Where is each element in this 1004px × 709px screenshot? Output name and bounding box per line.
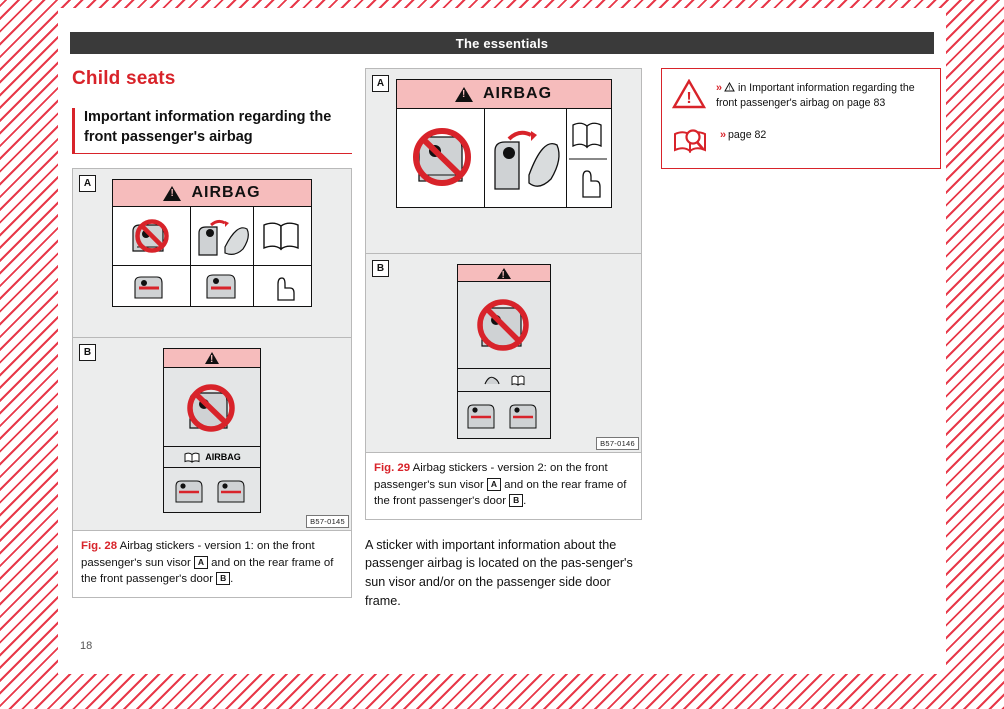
book-magnifier-icon [672, 126, 710, 156]
cell-child-seat-ok-1 [113, 266, 191, 306]
panel-label-b: B [79, 344, 96, 361]
sticker-row-1 [113, 207, 311, 265]
note-warning-text [716, 79, 930, 112]
column-right [661, 68, 941, 169]
panel-label-a: A [79, 175, 96, 192]
sticker-2-row [397, 109, 611, 207]
figure-29-caption-letter-b: B [509, 494, 523, 507]
sticker-b2-main [458, 282, 550, 438]
figure-29-panel-b [366, 253, 641, 452]
sticker-header-b [164, 349, 260, 368]
sticker-b-main [164, 368, 260, 512]
figure-29-caption-part1: Airbag stickers - version 2: on the front passenger's sun visor [374, 462, 608, 491]
figure-28-panel-a [73, 169, 351, 337]
figure-29-caption [366, 452, 641, 519]
sticker-b-book-row [164, 446, 260, 468]
warning-triangle-icon-2 [455, 87, 473, 102]
warning-triangle-icon-b2 [497, 268, 511, 279]
airbag-sticker-v2-door [457, 264, 551, 439]
warning-triangle-icon-b [205, 352, 219, 364]
warning-triangle-icon [163, 186, 181, 201]
note-warning-row [672, 79, 930, 112]
figure-28-label: Fig. 28 [81, 540, 118, 553]
figure-28-caption [73, 530, 351, 597]
svg-text:!: ! [728, 86, 731, 92]
inline-warning-triangle-icon [724, 82, 738, 94]
figure-29-code: B57-0146 [596, 437, 639, 450]
page-header-bar [70, 32, 934, 54]
panel-label-a-2: A [372, 75, 389, 92]
figure-29-caption-part2: and on the rear frame of the front passenger's door [374, 478, 627, 508]
figure-29-caption-letter-a: A [487, 478, 501, 491]
note-reference-text [720, 126, 766, 143]
page-header-title: The essentials [455, 35, 549, 51]
svg-text:!: ! [686, 90, 692, 107]
note-reference-body: page 82 [728, 128, 767, 141]
sticker-header [113, 180, 311, 207]
figure-29-panel-a [366, 69, 641, 253]
cell-no-rear-facing-child-seat [113, 207, 191, 265]
column-middle [365, 68, 642, 611]
cell-hand-pointer [254, 266, 309, 306]
note-reference-row [672, 126, 930, 156]
figure-28-caption-part2: and on the rear frame of the front passenger's door [81, 556, 334, 586]
figure-28-panel-b [73, 337, 351, 530]
figure-28-caption-end: . [230, 573, 234, 586]
figure-28-code: B57-0145 [306, 515, 349, 528]
panel-label-b-2: B [372, 260, 389, 277]
warning-triangle-large-icon [672, 79, 706, 109]
cell-manual-and-hand [567, 109, 609, 207]
figure-29-caption-end: . [523, 495, 527, 508]
cell-no-rear-facing-child-seat-2 [397, 109, 485, 207]
figure-28-caption-letter-a: A [194, 556, 208, 569]
body-paragraph: A sticker with important information about the passenger airbag is located on the pas-senger's sun visor and/or on the passenger side door frame. [365, 537, 633, 609]
note-warning-arrows: ›› [716, 82, 722, 94]
note-warning-body: in Important information regarding the front passenger's airbag on page 83 [716, 82, 915, 110]
figure-28-caption-letter-b: B [216, 572, 230, 585]
sticker-header-b2 [458, 265, 550, 282]
cross-reference-box [661, 68, 941, 169]
airbag-sticker-v2-visor [396, 79, 612, 208]
figure-29-label: Fig. 29 [374, 462, 411, 474]
cell-manual-book [254, 207, 309, 265]
sticker-row-2 [113, 265, 311, 306]
airbag-sticker-v1-visor [112, 179, 312, 307]
cell-child-seat-ok-2 [191, 266, 254, 306]
airbag-sticker-v1-door [163, 348, 261, 513]
sticker-b2-icons-row [458, 368, 550, 392]
sticker-header-2 [397, 80, 611, 109]
sub-heading: Important information regarding the front passenger's airbag [72, 108, 352, 154]
sticker-b-airbag-word: AIRBAG [205, 452, 241, 463]
figure-28-caption-part1: Airbag stickers - version 1: on the front passenger's sun visor [81, 540, 315, 569]
figure-28 [72, 168, 352, 598]
column-left [72, 68, 352, 598]
page-number: 18 [80, 640, 93, 652]
sticker-airbag-word-2: AIRBAG [482, 85, 553, 102]
figure-29 [365, 68, 642, 520]
page-title: Child seats [72, 68, 176, 89]
note-reference-arrows: ›› [720, 128, 726, 141]
cell-airbag-deployment-2 [485, 109, 567, 207]
page-sheet [58, 8, 946, 674]
cell-airbag-deployment [191, 207, 254, 265]
sticker-airbag-word: AIRBAG [191, 184, 261, 202]
